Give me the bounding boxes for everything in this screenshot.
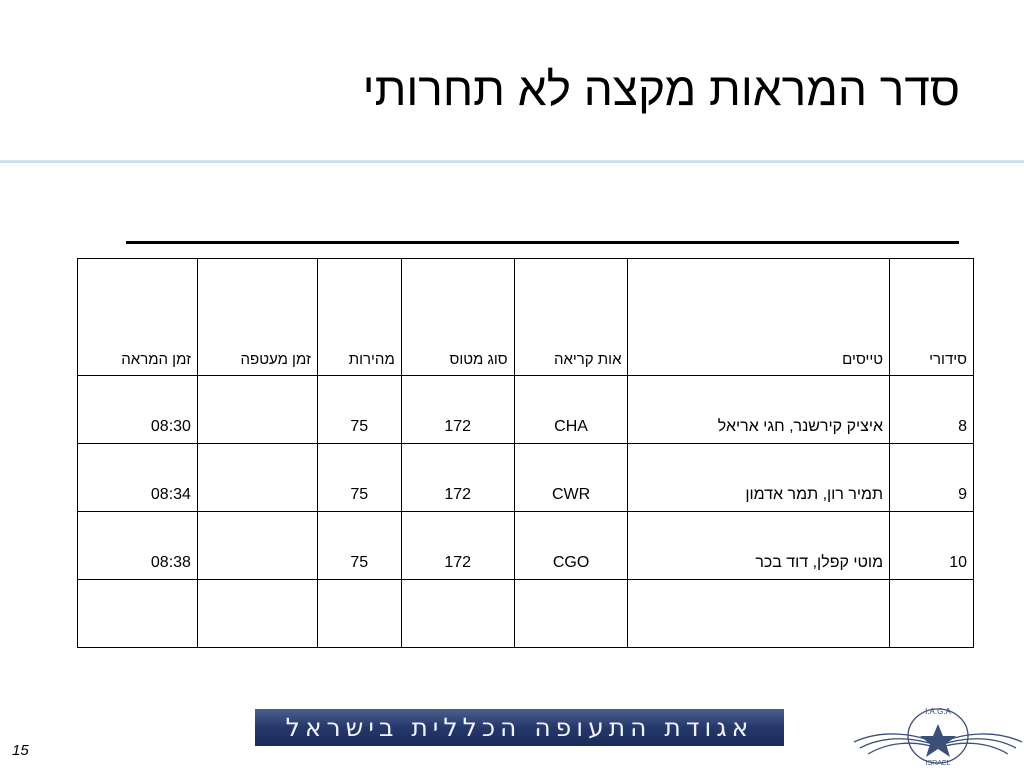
header-overfly-time: זמן מעטפה: [197, 259, 317, 376]
cell-takeoff-time: 08:38: [78, 512, 198, 580]
cell-serial: [890, 580, 974, 648]
cell-callsign: [514, 580, 628, 648]
cell-overfly-time: [197, 444, 317, 512]
table-row: [78, 376, 974, 444]
cell-speed: [317, 580, 401, 648]
takeoff-schedule-table: [77, 258, 974, 648]
cell-takeoff-time: 08:30: [78, 376, 198, 444]
title-divider: [0, 160, 1024, 163]
header-takeoff-time: זמן המראה: [78, 259, 198, 376]
table-row: [78, 512, 974, 580]
cell-takeoff-time: 08:34: [78, 444, 198, 512]
slide-title: סדר המראות מקצה לא תחרותי: [362, 63, 960, 115]
cell-speed: 75: [317, 512, 401, 580]
cell-pilots: מוטי קפלן, דוד בכר: [628, 512, 890, 580]
cell-speed: 75: [317, 444, 401, 512]
logo-text-top: I.A.G.A: [925, 707, 951, 716]
cell-takeoff-time: [78, 580, 198, 648]
cell-overfly-time: [197, 580, 317, 648]
table-header-row: [78, 259, 974, 376]
cell-pilots: תמיר רון, תמר אדמון: [628, 444, 890, 512]
table-row: [78, 580, 974, 648]
page-number: 15: [12, 742, 29, 759]
cell-aircraft-type: 172: [401, 444, 514, 512]
iaga-wings-logo: [852, 696, 1024, 768]
cell-speed: 75: [317, 376, 401, 444]
cell-overfly-time: [197, 512, 317, 580]
cell-serial: 8: [890, 376, 974, 444]
header-pilots: טייסים: [628, 259, 890, 376]
cell-callsign: CHA: [514, 376, 628, 444]
cell-pilots: איציק קירשנר, חגי אריאל: [628, 376, 890, 444]
cell-callsign: CWR: [514, 444, 628, 512]
header-serial: סידורי: [890, 259, 974, 376]
header-speed: מהירות: [317, 259, 401, 376]
cell-aircraft-type: 172: [401, 376, 514, 444]
logo-text-bottom: ISRAEL: [925, 760, 951, 767]
cell-serial: 9: [890, 444, 974, 512]
cell-aircraft-type: [401, 580, 514, 648]
header-aircraft-type: סוג מטוס: [401, 259, 514, 376]
header-callsign: אות קריאה: [514, 259, 628, 376]
cell-callsign: CGO: [514, 512, 628, 580]
cell-pilots: [628, 580, 890, 648]
cell-overfly-time: [197, 376, 317, 444]
cell-aircraft-type: 172: [401, 512, 514, 580]
association-banner: אגודת התעופה הכללית בישראל: [255, 709, 784, 746]
table-top-rule: [126, 241, 959, 244]
table-row: [78, 444, 974, 512]
cell-serial: 10: [890, 512, 974, 580]
